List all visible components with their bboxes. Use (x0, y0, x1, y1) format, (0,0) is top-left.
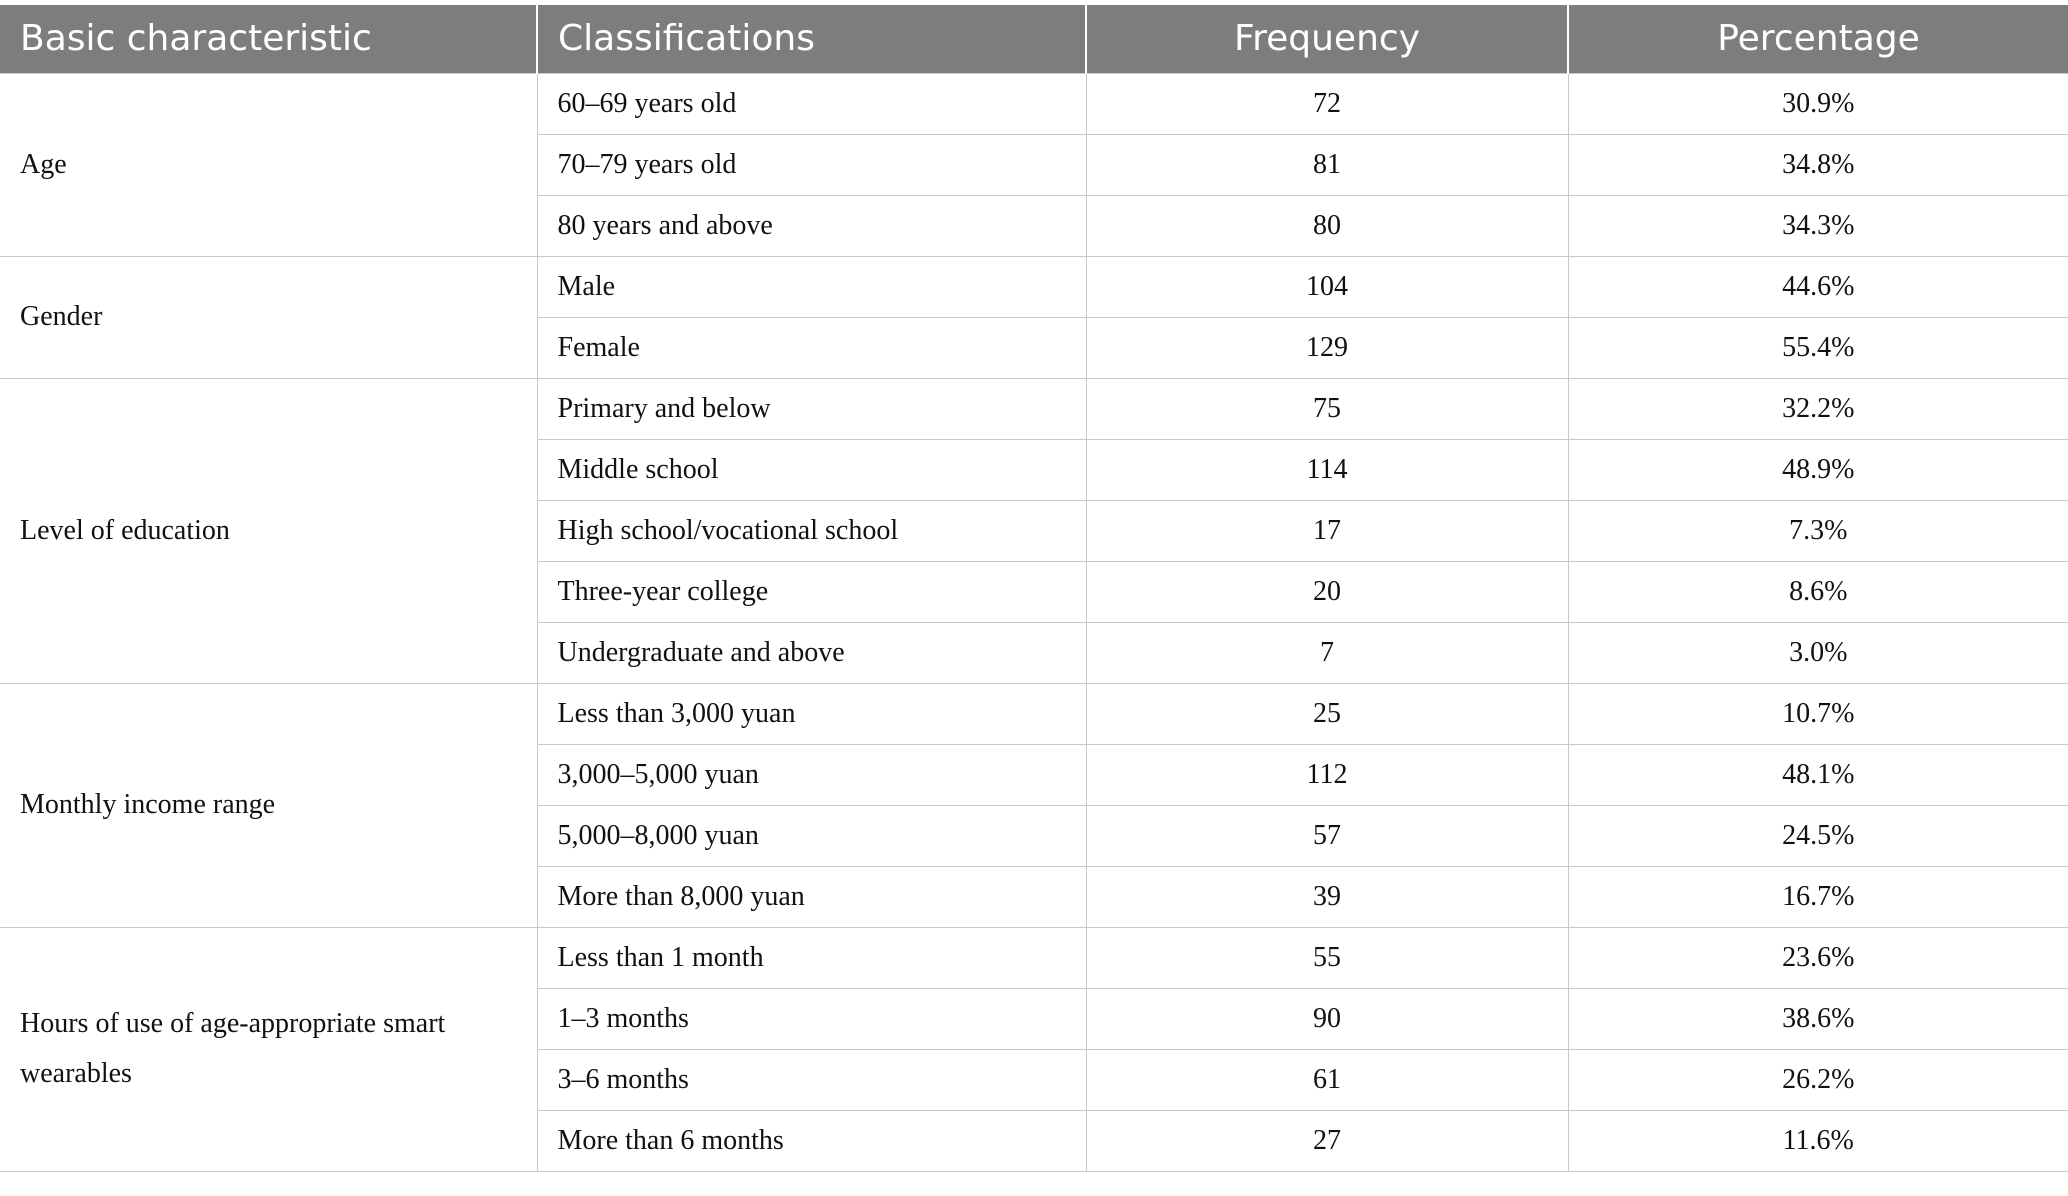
classification-cell: 3–6 months (537, 1049, 1086, 1110)
table-row (0, 256, 2068, 317)
frequency-cell: 75 (1086, 378, 1568, 439)
frequency-cell: 57 (1086, 805, 1568, 866)
classification-cell: Female (537, 317, 1086, 378)
classification-cell: 1–3 months (537, 988, 1086, 1049)
group-label: Hours of use of age-appropriate smart wearables (0, 927, 537, 1171)
frequency-cell: 55 (1086, 927, 1568, 988)
header-basic-characteristic: Basic characteristic (0, 5, 537, 73)
percentage-cell: 24.5% (1568, 805, 2068, 866)
frequency-cell: 114 (1086, 439, 1568, 500)
classification-cell: Middle school (537, 439, 1086, 500)
frequency-cell: 80 (1086, 195, 1568, 256)
percentage-cell: 32.2% (1568, 378, 2068, 439)
percentage-cell: 34.3% (1568, 195, 2068, 256)
group-label: Age (0, 73, 537, 256)
percentage-cell: 34.8% (1568, 134, 2068, 195)
percentage-cell: 10.7% (1568, 683, 2068, 744)
frequency-cell: 39 (1086, 866, 1568, 927)
classification-cell: Male (537, 256, 1086, 317)
table-container (0, 5, 2068, 1172)
header-row (0, 5, 2068, 73)
frequency-cell: 25 (1086, 683, 1568, 744)
percentage-cell: 30.9% (1568, 73, 2068, 134)
percentage-cell: 11.6% (1568, 1110, 2068, 1171)
classification-cell: More than 8,000 yuan (537, 866, 1086, 927)
percentage-cell: 44.6% (1568, 256, 2068, 317)
classification-cell: 3,000–5,000 yuan (537, 744, 1086, 805)
group-label: Monthly income range (0, 683, 537, 927)
frequency-cell: 129 (1086, 317, 1568, 378)
percentage-cell: 26.2% (1568, 1049, 2068, 1110)
frequency-cell: 72 (1086, 73, 1568, 134)
classification-cell: 80 years and above (537, 195, 1086, 256)
percentage-cell: 55.4% (1568, 317, 2068, 378)
classification-cell: Three-year college (537, 561, 1086, 622)
classification-cell: Undergraduate and above (537, 622, 1086, 683)
table-header (0, 5, 2068, 73)
frequency-cell: 17 (1086, 500, 1568, 561)
frequency-cell: 90 (1086, 988, 1568, 1049)
frequency-cell: 112 (1086, 744, 1568, 805)
classification-cell: Less than 1 month (537, 927, 1086, 988)
frequency-cell: 7 (1086, 622, 1568, 683)
percentage-cell: 8.6% (1568, 561, 2068, 622)
group-label: Level of education (0, 378, 537, 683)
percentage-cell: 7.3% (1568, 500, 2068, 561)
percentage-cell: 38.6% (1568, 988, 2068, 1049)
frequency-cell: 104 (1086, 256, 1568, 317)
percentage-cell: 23.6% (1568, 927, 2068, 988)
table-row (0, 683, 2068, 744)
header-classifications: Classifications (537, 5, 1086, 73)
classification-cell: Primary and below (537, 378, 1086, 439)
percentage-cell: 3.0% (1568, 622, 2068, 683)
characteristics-table (0, 5, 2068, 1172)
frequency-cell: 27 (1086, 1110, 1568, 1171)
classification-cell: More than 6 months (537, 1110, 1086, 1171)
table-row (0, 73, 2068, 134)
table-body (0, 73, 2068, 1171)
classification-cell: 60–69 years old (537, 73, 1086, 134)
percentage-cell: 48.9% (1568, 439, 2068, 500)
percentage-cell: 16.7% (1568, 866, 2068, 927)
frequency-cell: 81 (1086, 134, 1568, 195)
frequency-cell: 20 (1086, 561, 1568, 622)
header-percentage: Percentage (1568, 5, 2068, 73)
table-row (0, 378, 2068, 439)
classification-cell: 70–79 years old (537, 134, 1086, 195)
classification-cell: Less than 3,000 yuan (537, 683, 1086, 744)
classification-cell: 5,000–8,000 yuan (537, 805, 1086, 866)
table-row (0, 927, 2068, 988)
group-label: Gender (0, 256, 537, 378)
frequency-cell: 61 (1086, 1049, 1568, 1110)
percentage-cell: 48.1% (1568, 744, 2068, 805)
classification-cell: High school/vocational school (537, 500, 1086, 561)
header-frequency: Frequency (1086, 5, 1568, 73)
